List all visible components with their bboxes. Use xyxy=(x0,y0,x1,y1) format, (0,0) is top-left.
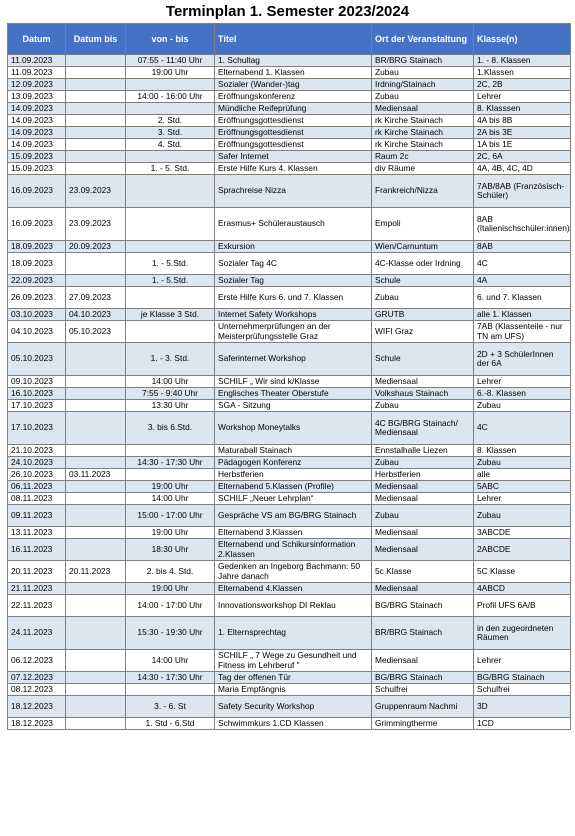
cell-von-bis: 19:00 Uhr xyxy=(126,583,215,595)
cell-klassen: 7AB/8AB (Französisch-Schüler) xyxy=(474,175,571,208)
table-row xyxy=(8,527,571,539)
cell-datum-bis xyxy=(66,493,126,505)
cell-ort: Gruppenraum Nachmi xyxy=(372,696,474,718)
cell-datum-bis xyxy=(66,505,126,527)
cell-klassen: 8. Klassen xyxy=(474,445,571,457)
cell-von-bis: 3. bis 6.Std. xyxy=(126,412,215,445)
cell-klassen: 8. Klasssen xyxy=(474,103,571,115)
cell-titel: Internet Safety Workshops xyxy=(215,309,372,321)
table-row xyxy=(8,127,571,139)
table-row xyxy=(8,309,571,321)
cell-von-bis: 1. - 5.Std. xyxy=(126,253,215,275)
cell-titel: Elternabend 4.Klassen xyxy=(215,583,372,595)
cell-titel: Sozialer Tag xyxy=(215,275,372,287)
table-row xyxy=(8,91,571,103)
cell-datum-bis xyxy=(66,527,126,539)
cell-datum-bis xyxy=(66,617,126,650)
table-row xyxy=(8,595,571,617)
header-ort: Ort der Veranstaltung xyxy=(372,24,474,55)
cell-ort: BG/BRG Stainach xyxy=(372,595,474,617)
cell-titel: Elternabend und Schikursinformation 2.Klassen xyxy=(215,539,372,561)
cell-klassen: 8AB (Italienischschüler:innen) xyxy=(474,208,571,241)
cell-datum: 06.11.2023 xyxy=(8,481,66,493)
schedule-table xyxy=(7,23,571,730)
cell-datum: 24.10.2023 xyxy=(8,457,66,469)
header-titel: Titel xyxy=(215,24,372,55)
cell-ort: Ennstalhalle Liezen xyxy=(372,445,474,457)
cell-titel: Sozialer Tag 4C xyxy=(215,253,372,275)
cell-datum: 09.11.2023 xyxy=(8,505,66,527)
cell-datum: 24.11.2023 xyxy=(8,617,66,650)
cell-klassen: 4A bis 8B xyxy=(474,115,571,127)
header-datum-bis: Datum bis xyxy=(66,24,126,55)
cell-titel: Herbstferien xyxy=(215,469,372,481)
cell-titel: Elternabend 1. Klassen xyxy=(215,67,372,79)
cell-datum-bis xyxy=(66,539,126,561)
cell-klassen: 2ABCDE xyxy=(474,539,571,561)
cell-ort: Grimmingtherme xyxy=(372,718,474,730)
cell-klassen: Zubau xyxy=(474,505,571,527)
cell-datum: 22.11.2023 xyxy=(8,595,66,617)
cell-datum-bis xyxy=(66,696,126,718)
cell-klassen: 6.-8. Klassen xyxy=(474,388,571,400)
cell-datum: 07.12.2023 xyxy=(8,672,66,684)
cell-ort: Schule xyxy=(372,275,474,287)
cell-datum: 16.09.2023 xyxy=(8,175,66,208)
cell-titel: Eröffnungskonferenz xyxy=(215,91,372,103)
cell-ort: rk Kirche Stainach xyxy=(372,127,474,139)
table-row xyxy=(8,287,571,309)
cell-ort: WIFI Graz xyxy=(372,321,474,343)
cell-datum: 09.10.2023 xyxy=(8,376,66,388)
table-row xyxy=(8,103,571,115)
cell-datum-bis xyxy=(66,595,126,617)
cell-datum: 04.10.2023 xyxy=(8,321,66,343)
cell-ort: Raum 2c xyxy=(372,151,474,163)
cell-klassen: 1A bis 1E xyxy=(474,139,571,151)
page-title: Terminplan 1. Semester 2023/2024 xyxy=(165,3,410,20)
cell-datum: 14.09.2023 xyxy=(8,115,66,127)
table-row xyxy=(8,67,571,79)
cell-klassen: in den zugeordneten Räumen xyxy=(474,617,571,650)
table-row xyxy=(8,561,571,583)
table-row xyxy=(8,412,571,445)
cell-klassen: 1. - 8. Klassen xyxy=(474,55,571,67)
cell-datum-bis xyxy=(66,718,126,730)
cell-ort: Zubau xyxy=(372,400,474,412)
cell-datum: 17.10.2023 xyxy=(8,400,66,412)
cell-von-bis: 15:00 - 17:00 Uhr xyxy=(126,505,215,527)
cell-von-bis: 14:00 - 16:00 Uhr xyxy=(126,91,215,103)
cell-ort: 4C BG/BRG Stainach/ Mediensaal xyxy=(372,412,474,445)
table-row xyxy=(8,376,571,388)
table-row xyxy=(8,481,571,493)
cell-klassen: 8AB xyxy=(474,241,571,253)
cell-ort: Mediensaal xyxy=(372,493,474,505)
cell-ort: Mediensaal xyxy=(372,650,474,672)
cell-datum: 18.09.2023 xyxy=(8,241,66,253)
cell-klassen: 3D xyxy=(474,696,571,718)
cell-ort: Volkshaus Stainach xyxy=(372,388,474,400)
cell-datum-bis: 23.09.2023 xyxy=(66,208,126,241)
cell-klassen: 4C xyxy=(474,253,571,275)
cell-ort: Mediensaal xyxy=(372,376,474,388)
cell-datum-bis xyxy=(66,343,126,376)
cell-von-bis xyxy=(126,175,215,208)
cell-von-bis: 13:30 Uhr xyxy=(126,400,215,412)
cell-datum-bis: 04.10.2023 xyxy=(66,309,126,321)
cell-ort: Zubau xyxy=(372,457,474,469)
cell-ort: Schule xyxy=(372,343,474,376)
cell-klassen: 4A, 4B, 4C, 4D xyxy=(474,163,571,175)
cell-titel: Gedenken an Ingeborg Bachmann: 50 Jahre danach xyxy=(215,561,372,583)
cell-ort: Frankreich/Nizza xyxy=(372,175,474,208)
table-row xyxy=(8,79,571,91)
cell-klassen: 5C Klasse xyxy=(474,561,571,583)
cell-ort: BR/BRG Stainach xyxy=(372,617,474,650)
cell-titel: Pädagogen Konferenz xyxy=(215,457,372,469)
table-row xyxy=(8,617,571,650)
table-row xyxy=(8,343,571,376)
cell-von-bis: 2. bis 4. Std. xyxy=(126,561,215,583)
table-row xyxy=(8,163,571,175)
cell-titel: Schwimmkurs 1.CD Klassen xyxy=(215,718,372,730)
cell-von-bis: 19:00 Uhr xyxy=(126,67,215,79)
cell-von-bis: 14:30 - 17:30 Uhr xyxy=(126,672,215,684)
cell-datum-bis xyxy=(66,115,126,127)
cell-von-bis: 4. Std. xyxy=(126,139,215,151)
cell-datum: 18.09.2023 xyxy=(8,253,66,275)
cell-von-bis: 1. - 5. Std. xyxy=(126,163,215,175)
cell-ort: 5c Klasse xyxy=(372,561,474,583)
cell-klassen: Zubau xyxy=(474,457,571,469)
cell-datum-bis xyxy=(66,400,126,412)
cell-datum-bis xyxy=(66,672,126,684)
cell-ort: Empoli xyxy=(372,208,474,241)
cell-datum: 14.09.2023 xyxy=(8,103,66,115)
cell-titel: Erste Hilfe Kurs 4. Klassen xyxy=(215,163,372,175)
cell-datum: 15.09.2023 xyxy=(8,151,66,163)
table-row xyxy=(8,505,571,527)
cell-titel: Safer Internet xyxy=(215,151,372,163)
cell-klassen: 2D + 3 SchülerInnen der 6A xyxy=(474,343,571,376)
cell-von-bis: 1. Std - 6.Std xyxy=(126,718,215,730)
cell-von-bis: 14:00 Uhr xyxy=(126,493,215,505)
cell-ort: Zubau xyxy=(372,505,474,527)
cell-datum-bis xyxy=(66,481,126,493)
table-row xyxy=(8,241,571,253)
cell-datum: 06.12.2023 xyxy=(8,650,66,672)
table-header-row xyxy=(8,24,571,55)
cell-datum: 21.10.2023 xyxy=(8,445,66,457)
cell-ort: GRUTB xyxy=(372,309,474,321)
cell-von-bis: 19:00 Uhr xyxy=(126,481,215,493)
cell-ort: Mediensaal xyxy=(372,539,474,561)
cell-klassen: 2A bis 3E xyxy=(474,127,571,139)
table-row xyxy=(8,583,571,595)
table-body xyxy=(8,55,571,730)
cell-klassen: Lehrer xyxy=(474,91,571,103)
cell-titel: Saferinternet Workshop xyxy=(215,343,372,376)
cell-von-bis: 7:55 - 9:40 Uhr xyxy=(126,388,215,400)
cell-datum: 08.11.2023 xyxy=(8,493,66,505)
cell-ort: Zubau xyxy=(372,91,474,103)
cell-titel: Exkursion xyxy=(215,241,372,253)
cell-datum: 16.09.2023 xyxy=(8,208,66,241)
cell-titel: Elternabend 5.Klassen (Profile) xyxy=(215,481,372,493)
cell-titel: SGA - Sitzung xyxy=(215,400,372,412)
cell-ort: Schulfrei xyxy=(372,684,474,696)
cell-datum-bis xyxy=(66,388,126,400)
cell-von-bis: 18:30 Uhr xyxy=(126,539,215,561)
cell-titel: SCHILF „ Wir sind k/Klasse xyxy=(215,376,372,388)
cell-klassen: 7AB (Klassenteile - nur TN am UFS) xyxy=(474,321,571,343)
cell-klassen: 1CD xyxy=(474,718,571,730)
cell-ort: Mediensaal xyxy=(372,527,474,539)
cell-ort: Zubau xyxy=(372,67,474,79)
cell-von-bis: je Klasse 3 Std. xyxy=(126,309,215,321)
cell-titel: Tag der offenen Tür xyxy=(215,672,372,684)
cell-datum: 21.11.2023 xyxy=(8,583,66,595)
cell-datum: 14.09.2023 xyxy=(8,139,66,151)
cell-datum-bis: 03.11.2023 xyxy=(66,469,126,481)
cell-datum-bis xyxy=(66,163,126,175)
header-von-bis: von - bis xyxy=(126,24,215,55)
cell-von-bis: 19:00 Uhr xyxy=(126,527,215,539)
cell-titel: Workshop Moneytalks xyxy=(215,412,372,445)
cell-datum: 08.12.2023 xyxy=(8,684,66,696)
cell-von-bis: 3. Std. xyxy=(126,127,215,139)
cell-klassen: 5ABC xyxy=(474,481,571,493)
cell-datum-bis xyxy=(66,583,126,595)
cell-datum: 15.09.2023 xyxy=(8,163,66,175)
cell-datum-bis xyxy=(66,650,126,672)
cell-datum-bis xyxy=(66,79,126,91)
cell-von-bis: 2. Std. xyxy=(126,115,215,127)
cell-datum: 22.09.2023 xyxy=(8,275,66,287)
cell-klassen: Zubau xyxy=(474,400,571,412)
cell-datum: 13.11.2023 xyxy=(8,527,66,539)
table-row xyxy=(8,457,571,469)
header-datum: Datum xyxy=(8,24,66,55)
cell-datum-bis xyxy=(66,127,126,139)
cell-titel: Sprachreise Nizza xyxy=(215,175,372,208)
cell-von-bis: 14:00 Uhr xyxy=(126,376,215,388)
cell-von-bis: 14:00 - 17:00 Uhr xyxy=(126,595,215,617)
cell-ort: div Räume xyxy=(372,163,474,175)
cell-von-bis xyxy=(126,241,215,253)
cell-klassen: 4ABCD xyxy=(474,583,571,595)
cell-ort: BR/BRG Stainach xyxy=(372,55,474,67)
cell-titel: SCHILF „Neuer Lehrplan“ xyxy=(215,493,372,505)
cell-datum: 16.11.2023 xyxy=(8,539,66,561)
table-row xyxy=(8,175,571,208)
cell-von-bis: 3. - 6. St xyxy=(126,696,215,718)
cell-datum: 16.10.2023 xyxy=(8,388,66,400)
cell-titel: Safety Security Workshop xyxy=(215,696,372,718)
cell-datum-bis xyxy=(66,103,126,115)
table-row xyxy=(8,151,571,163)
cell-klassen: Profil UFS 6A/B xyxy=(474,595,571,617)
cell-ort: BG/BRG Stainach xyxy=(372,672,474,684)
cell-titel: Mündliche Reifeprüfung xyxy=(215,103,372,115)
table-row xyxy=(8,115,571,127)
cell-ort: Wien/Carnuntum xyxy=(372,241,474,253)
table-row xyxy=(8,55,571,67)
cell-datum-bis xyxy=(66,253,126,275)
cell-datum-bis: 20.09.2023 xyxy=(66,241,126,253)
table-row xyxy=(8,275,571,287)
cell-titel: Gespräche VS am BG/BRG Stainach xyxy=(215,505,372,527)
cell-ort: Mediensaal xyxy=(372,103,474,115)
cell-klassen: 6. und 7. Klassen xyxy=(474,287,571,309)
cell-von-bis xyxy=(126,208,215,241)
cell-klassen: 1.Klassen xyxy=(474,67,571,79)
cell-titel: Eröffnungsgottesdienst xyxy=(215,115,372,127)
cell-von-bis: 07:55 - 11:40 Uhr xyxy=(126,55,215,67)
cell-titel: 1. Elternsprechtag xyxy=(215,617,372,650)
table-row xyxy=(8,400,571,412)
cell-datum: 17.10.2023 xyxy=(8,412,66,445)
cell-klassen: BG/BRG Stainach xyxy=(474,672,571,684)
cell-datum-bis xyxy=(66,151,126,163)
cell-datum-bis xyxy=(66,91,126,103)
cell-datum-bis xyxy=(66,412,126,445)
cell-datum: 13.09.2023 xyxy=(8,91,66,103)
cell-titel: Innovationsworkshop DI Reklau xyxy=(215,595,372,617)
cell-ort: Zubau xyxy=(372,287,474,309)
cell-titel: Unternehmerprüfungen an der Meisterprüfungsstelle Graz xyxy=(215,321,372,343)
cell-datum: 20.11.2023 xyxy=(8,561,66,583)
cell-titel: Sozialer (Wander-)tag xyxy=(215,79,372,91)
cell-von-bis xyxy=(126,287,215,309)
cell-datum-bis xyxy=(66,445,126,457)
cell-datum: 11.09.2023 xyxy=(8,55,66,67)
cell-datum: 18.12.2023 xyxy=(8,718,66,730)
cell-titel: Erste Hilfe Kurs 6. und 7. Klassen xyxy=(215,287,372,309)
cell-ort: Herbstferien xyxy=(372,469,474,481)
table-row xyxy=(8,469,571,481)
cell-klassen: 3ABCDE xyxy=(474,527,571,539)
cell-datum: 05.10.2023 xyxy=(8,343,66,376)
table-row xyxy=(8,539,571,561)
cell-klassen: 4C xyxy=(474,412,571,445)
cell-klassen: alle 1. Klassen xyxy=(474,309,571,321)
table-row xyxy=(8,672,571,684)
cell-titel: Englisches Theater Oberstufe xyxy=(215,388,372,400)
table-row xyxy=(8,696,571,718)
cell-klassen: alle xyxy=(474,469,571,481)
cell-klassen: Schulfrei xyxy=(474,684,571,696)
cell-datum: 12.09.2023 xyxy=(8,79,66,91)
cell-titel: Maturaball Stainach xyxy=(215,445,372,457)
header-klassen: Klasse(n) xyxy=(474,24,571,55)
cell-datum-bis xyxy=(66,684,126,696)
cell-von-bis xyxy=(126,79,215,91)
table-row xyxy=(8,253,571,275)
cell-von-bis xyxy=(126,151,215,163)
cell-klassen: Lehrer xyxy=(474,650,571,672)
table-row xyxy=(8,321,571,343)
cell-datum: 18.12.2023 xyxy=(8,696,66,718)
cell-datum: 14.09.2023 xyxy=(8,127,66,139)
cell-von-bis xyxy=(126,103,215,115)
cell-titel: 1. Schultag xyxy=(215,55,372,67)
cell-von-bis xyxy=(126,445,215,457)
table-row xyxy=(8,684,571,696)
cell-von-bis: 1. - 3. Std. xyxy=(126,343,215,376)
cell-ort: Mediensaal xyxy=(372,481,474,493)
cell-ort: rk Kirche Stainach xyxy=(372,115,474,127)
table-row xyxy=(8,718,571,730)
cell-datum-bis: 27.09.2023 xyxy=(66,287,126,309)
cell-titel: Elternabend 3.Klassen xyxy=(215,527,372,539)
cell-von-bis xyxy=(126,321,215,343)
cell-von-bis: 1. - 5.Std. xyxy=(126,275,215,287)
cell-datum: 11.09.2023 xyxy=(8,67,66,79)
cell-datum-bis: 23.09.2023 xyxy=(66,175,126,208)
table-row xyxy=(8,445,571,457)
cell-von-bis xyxy=(126,684,215,696)
cell-titel: Maria Empfängnis xyxy=(215,684,372,696)
cell-von-bis: 14:00 Uhr xyxy=(126,650,215,672)
cell-titel: Eröffnungsgottesdienst xyxy=(215,139,372,151)
cell-datum-bis xyxy=(66,376,126,388)
cell-titel: Erasmus+ Schüleraustausch xyxy=(215,208,372,241)
cell-ort: rk Kirche Stainach xyxy=(372,139,474,151)
cell-datum-bis: 20.11.2023 xyxy=(66,561,126,583)
table-row xyxy=(8,139,571,151)
cell-datum-bis xyxy=(66,457,126,469)
cell-von-bis xyxy=(126,469,215,481)
cell-datum: 26.09.2023 xyxy=(8,287,66,309)
cell-datum-bis xyxy=(66,55,126,67)
cell-datum: 03.10.2023 xyxy=(8,309,66,321)
cell-datum-bis xyxy=(66,275,126,287)
cell-datum-bis: 05.10.2023 xyxy=(66,321,126,343)
cell-von-bis: 15:30 - 19:30 Uhr xyxy=(126,617,215,650)
cell-von-bis: 14:30 - 17:30 Uhr xyxy=(126,457,215,469)
cell-titel: Eröffnungsgottesdienst xyxy=(215,127,372,139)
cell-klassen: 2C, 6A xyxy=(474,151,571,163)
cell-klassen: Lehrer xyxy=(474,376,571,388)
cell-klassen: 2C, 2B xyxy=(474,79,571,91)
cell-ort: Mediensaal xyxy=(372,583,474,595)
cell-datum: 26.10.2023 xyxy=(8,469,66,481)
table-row xyxy=(8,208,571,241)
cell-ort: 4C-Klasse oder Irdning xyxy=(372,253,474,275)
cell-klassen: 4A xyxy=(474,275,571,287)
table-row xyxy=(8,493,571,505)
cell-datum-bis xyxy=(66,67,126,79)
cell-titel: SCHILF „ 7 Wege zu Gesundheit und Fitness im Lehrberuf " xyxy=(215,650,372,672)
table-row xyxy=(8,388,571,400)
table-row xyxy=(8,650,571,672)
cell-klassen: Lehrer xyxy=(474,493,571,505)
cell-ort: Irdning/Stainach xyxy=(372,79,474,91)
cell-datum-bis xyxy=(66,139,126,151)
